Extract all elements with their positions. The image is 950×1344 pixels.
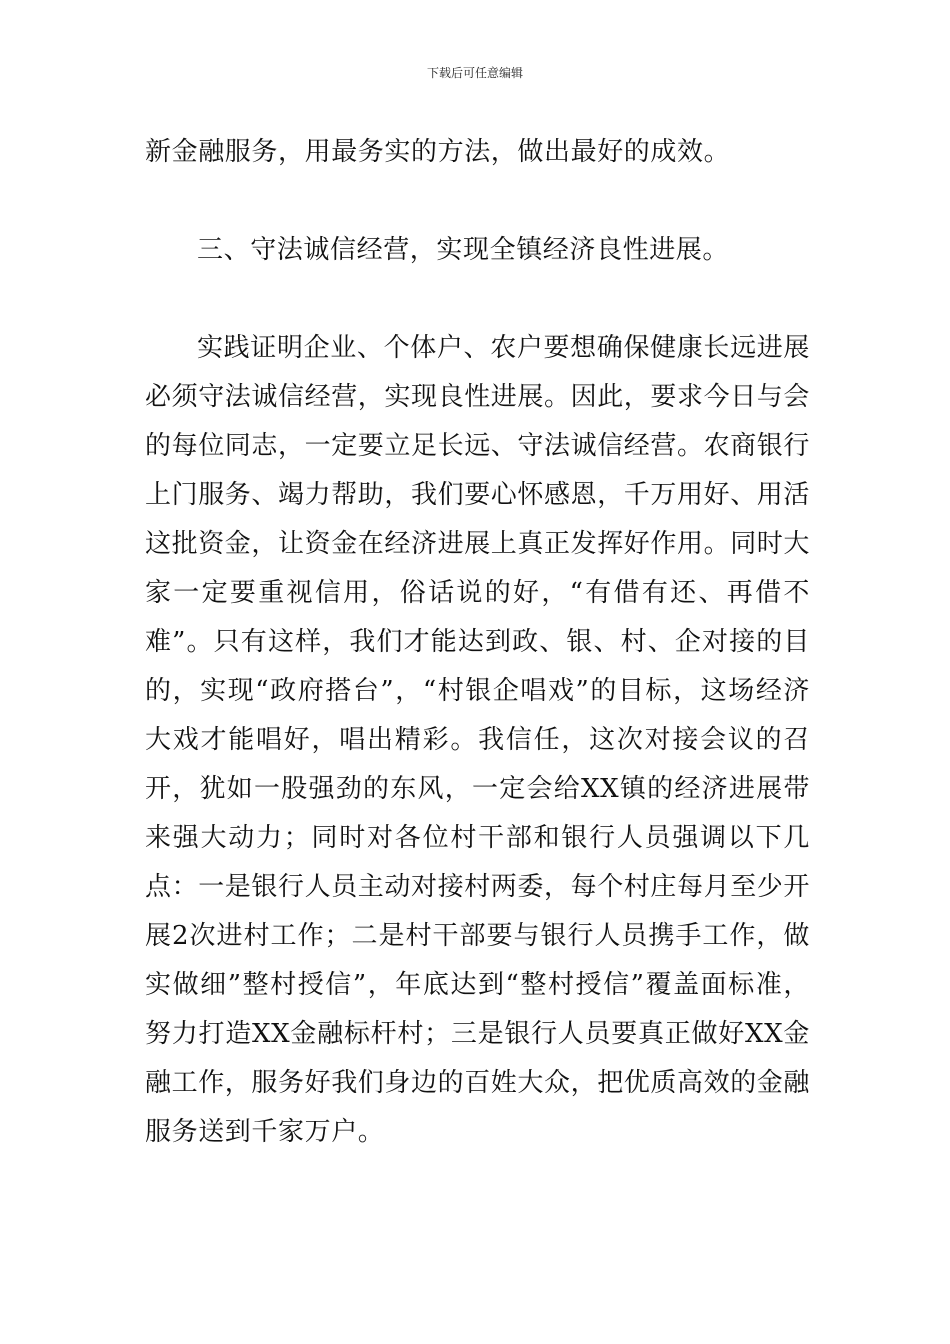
document-body xyxy=(145,128,810,1157)
paragraph-main: 实践证明企业、个体户、农户要想确保健康长远进展必须守法诚信经营，实现良性进展。因此，要求今日与会的每位同志，一定要立足长远、守法诚信经营。农商银行上门服务、竭力帮助，我们要心怀感恩，千万用好、用活这批资金，让资金在经济进展上真正发挥好作用。同时大家一定要重视信用，俗话说的好，“有借有还、再借不难”。只有这样，我们才能达到政、银、村、企对接的目的，实现“政府搭台”，“村银企唱戏”的目标，这场经济大戏才能唱好，唱出精彩。我信任，这次对接会议的召开，犹如一股强劲的东风，一定会给XX镇的经济进展带来强大动力；同时对各位村干部和银行人员强调以下几点：一是银行人员主动对接村两委，每个村庄每月至少开展2次进村工作；二是村干部要与银行人员携手工作，做实做细”整村授信”，年底达到“整村授信”覆盖面标准，努力打造XX金融标杆村；三是银行人员要真正做好XX金融工作，服务好我们身边的百姓大众，把优质高效的金融服务送到千家万户。 xyxy=(145,333,811,1147)
page-header: 下载后可任意编辑 xyxy=(426,66,523,80)
section-heading: 三、守法诚信经营，实现全镇经济良性进展。 xyxy=(197,235,730,265)
paragraph-continuation: 新金融服务，用最务实的方法，做出最好的成效。 xyxy=(145,137,731,167)
